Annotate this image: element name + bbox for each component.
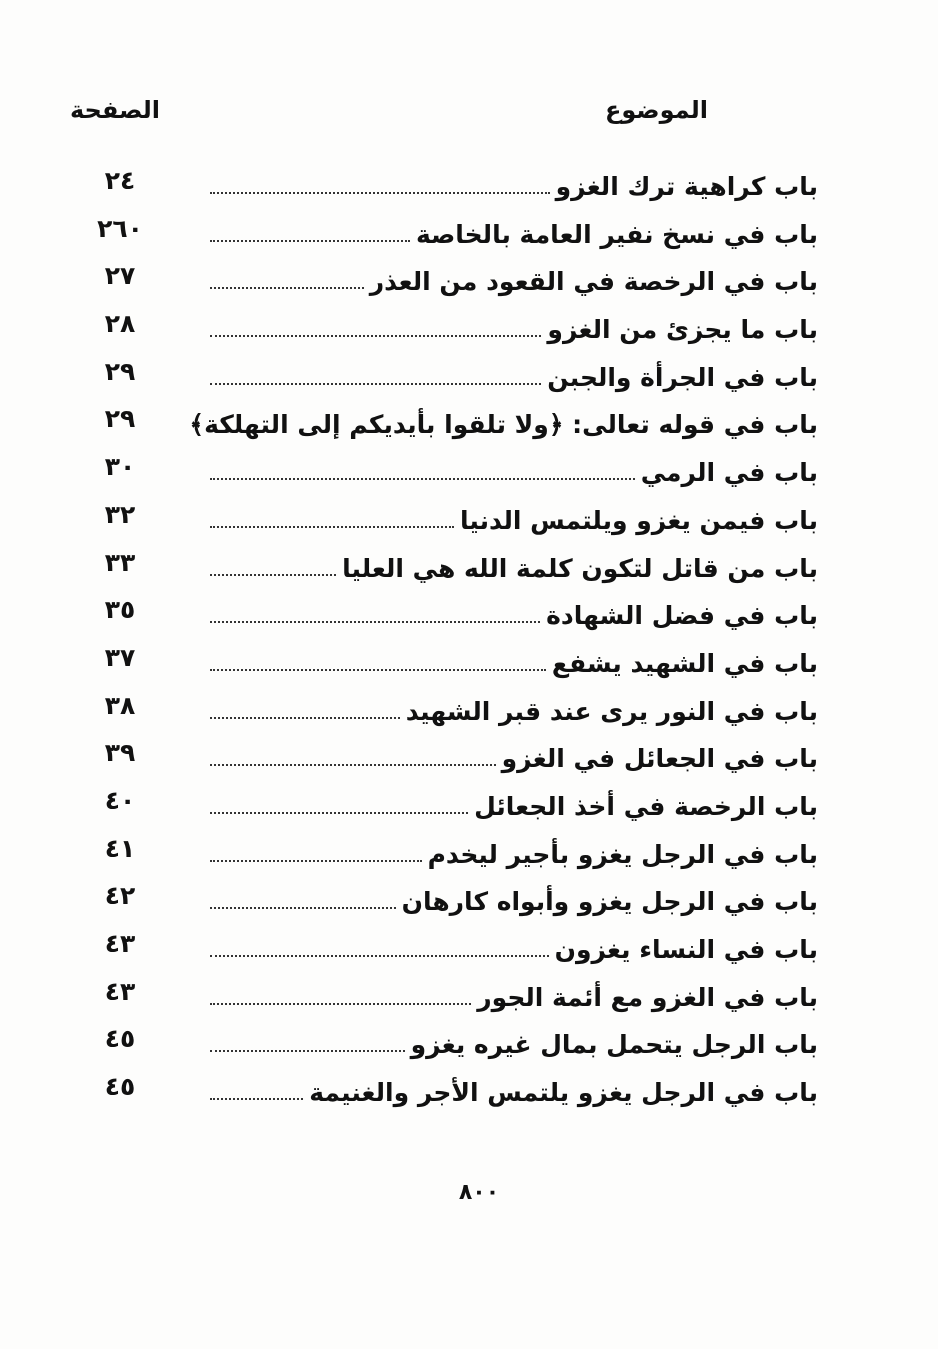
toc-entry-line [210, 450, 818, 490]
toc-entry [0, 446, 938, 494]
toc-entry-line [210, 1022, 818, 1062]
toc-entry-page: ٢٤ [104, 166, 136, 195]
toc-entry [0, 828, 938, 876]
dot-leader [210, 239, 410, 242]
toc-entry-title: باب في الغزو مع أئمة الجور [471, 981, 818, 1015]
toc-entry [0, 1066, 938, 1114]
toc-entry-line [210, 164, 818, 204]
toc-entry [0, 351, 938, 399]
toc-entry [0, 208, 938, 256]
table-of-contents [0, 160, 938, 1114]
toc-entry [0, 1018, 938, 1066]
dot-leader [210, 1097, 303, 1100]
toc-entry-page: ٣٣ [104, 547, 136, 577]
toc-entry-line [210, 879, 818, 919]
toc-entry-title: باب في الرجل يغزو يلتمس الأجر والغنيمة [303, 1076, 818, 1110]
toc-entry-title: باب الرخصة في أخذ الجعائل [468, 790, 818, 824]
toc-entry-line [189, 402, 818, 442]
dot-leader [210, 525, 454, 528]
dot-leader [210, 811, 468, 814]
page-footer [0, 1180, 938, 1205]
toc-entry [0, 398, 938, 446]
toc-entry-title: باب في نسخ نفير العامة بالخاصة [410, 218, 818, 252]
topic-column-heading: الموضوع [604, 96, 708, 124]
toc-entry-page: ٤٣ [104, 976, 136, 1006]
dot-leader [210, 859, 422, 862]
toc-entry-line [210, 832, 818, 872]
dot-leader [210, 382, 541, 385]
toc-entry-line [210, 355, 818, 395]
toc-entry-page: ٢٧ [104, 261, 136, 291]
dot-leader [210, 620, 540, 623]
toc-entry-line [210, 689, 818, 729]
toc-entry-page: ٣٥ [104, 595, 136, 625]
dot-leader [210, 1049, 405, 1052]
toc-entry-line [210, 498, 818, 538]
toc-header [0, 96, 938, 136]
toc-entry-page: ٤٥ [104, 1072, 136, 1102]
toc-entry-title: باب في الجرأة والجبن [541, 361, 818, 395]
toc-entry [0, 160, 938, 208]
dot-leader [210, 906, 396, 909]
dot-leader [210, 716, 400, 719]
toc-entry-line [210, 546, 818, 586]
toc-entry [0, 780, 938, 828]
toc-entry-page: ٤٣ [104, 929, 136, 958]
toc-entry [0, 875, 938, 923]
page-number: ٨٠٠ [458, 1180, 500, 1205]
toc-entry-line [210, 259, 818, 299]
toc-entry-page: ٤١ [104, 833, 136, 863]
toc-entry-title: باب في قوله تعالى: ﴿ولا تلقوا بأيديكم إلى التهلكة﴾ [183, 408, 818, 442]
toc-entry-line [210, 784, 818, 824]
toc-entry-line [210, 1070, 818, 1110]
toc-entry-title: باب في الرجل يغزو وأبواه كارهان [396, 885, 818, 919]
toc-entry-title: باب في الجعائل في الغزو [496, 742, 818, 776]
dot-leader [210, 477, 635, 480]
dot-leader [210, 1002, 471, 1005]
toc-entry [0, 255, 938, 303]
toc-entry-line [210, 975, 818, 1015]
page-column-heading: الصفحة [70, 96, 161, 124]
toc-entry-title: باب في الرمي [635, 456, 818, 490]
dot-leader [210, 954, 549, 957]
dot-leader [210, 763, 496, 766]
toc-entry-title: باب من قاتل لتكون كلمة الله هي العليا [336, 552, 818, 586]
toc-entry-page: ٣٠ [104, 452, 136, 482]
toc-entry-page: ٤٠ [104, 785, 136, 815]
toc-entry [0, 971, 938, 1019]
toc-entry-line [210, 736, 818, 776]
toc-entry-line [210, 212, 818, 252]
toc-entry-title: باب في النساء يغزون [549, 933, 818, 967]
toc-entry-title: باب في الرخصة في القعود من العذر [364, 265, 818, 299]
toc-entry [0, 923, 938, 971]
toc-entry-page: ٣٧ [104, 642, 136, 672]
toc-entry-title: باب في النور يرى عند قبر الشهيد [400, 695, 818, 729]
toc-entry-title: باب في فضل الشهادة [540, 599, 818, 633]
toc-entry-page: ٢٩ [104, 404, 136, 434]
toc-entry-line [210, 641, 818, 681]
toc-entry [0, 542, 938, 590]
dot-leader [210, 334, 541, 337]
toc-entry [0, 685, 938, 733]
toc-entry-line [210, 593, 818, 633]
toc-entry [0, 732, 938, 780]
toc-entry [0, 303, 938, 351]
toc-entry-title: باب فيمن يغزو ويلتمس الدنيا [454, 504, 818, 538]
dot-leader [210, 573, 336, 576]
toc-entry-page: ٣٢ [104, 499, 136, 529]
toc-entry-page: ٢٩ [104, 356, 136, 386]
toc-entry-line [210, 927, 818, 967]
dot-leader [210, 668, 546, 671]
toc-entry-title: باب في الرجل يغزو بأجير ليخدم [422, 838, 818, 872]
dot-leader [210, 191, 550, 194]
toc-entry-page: ٣٩ [104, 738, 136, 768]
toc-entry-title: باب في الشهيد يشفع [546, 647, 818, 681]
toc-entry-title: باب ما يجزئ من الغزو [541, 313, 818, 347]
toc-entry-page: ٤٥ [104, 1024, 136, 1054]
toc-entry-page: ٣٨ [104, 690, 136, 720]
toc-entry-page: ٢٦٠ [97, 213, 143, 243]
toc-entry [0, 637, 938, 685]
toc-entry-title: باب كراهية ترك الغزو [550, 170, 818, 204]
dot-leader [210, 286, 364, 289]
toc-entry-page: ٤٢ [104, 881, 136, 911]
toc-entry-line [210, 307, 818, 347]
toc-entry [0, 494, 938, 542]
toc-entry-title: باب الرجل يتحمل بمال غيره يغزو [405, 1028, 818, 1062]
toc-entry-page: ٢٨ [104, 309, 136, 339]
toc-entry [0, 589, 938, 637]
